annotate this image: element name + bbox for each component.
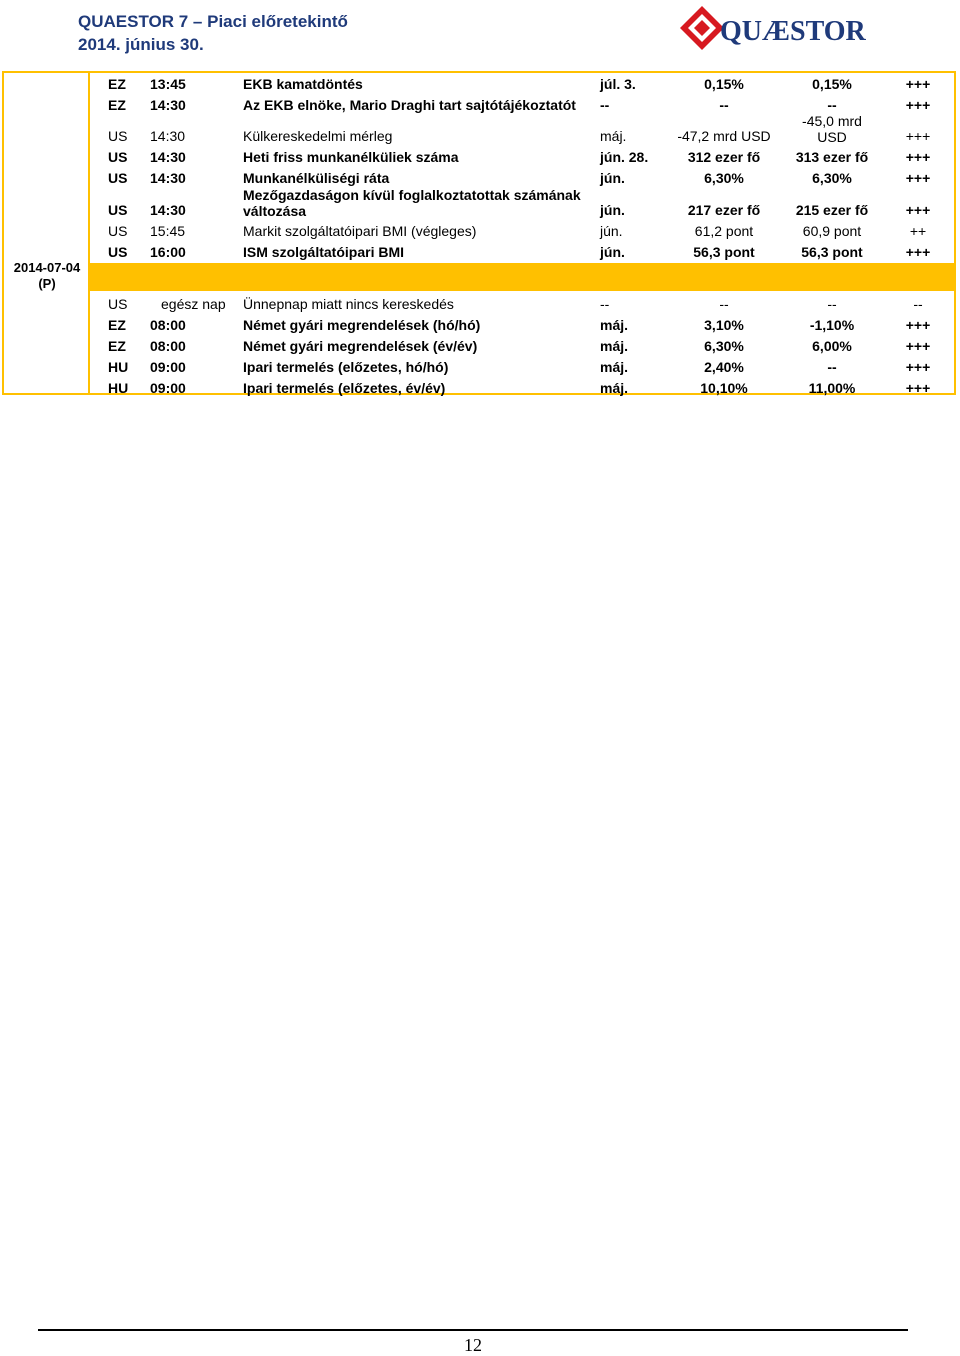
importance-cell: +++ — [905, 359, 931, 375]
forecast-cell: -1,10% — [809, 317, 855, 333]
importance-cell: +++ — [905, 97, 931, 113]
previous-cell: 0,15% — [704, 76, 744, 92]
time-cell: 14:30 — [150, 202, 186, 218]
forecast-cell: -- — [827, 296, 837, 312]
time-cell: 15:45 — [150, 223, 186, 239]
page-header — [0, 0, 960, 70]
time-cell: 08:00 — [150, 317, 186, 333]
logo-wordmark: QUÆSTOR — [720, 16, 866, 47]
previous-cell: 2,40% — [704, 359, 744, 375]
country-cell: HU — [108, 380, 129, 396]
country-cell: EZ — [108, 76, 126, 92]
country-cell: US — [108, 128, 128, 144]
country-cell: US — [108, 202, 128, 218]
forecast-cell: 56,3 pont — [801, 244, 863, 260]
forecast-cell: 6,30% — [812, 170, 852, 186]
footer-rule — [38, 1329, 908, 1331]
country-cell: US — [108, 244, 128, 260]
event-cell: Az EKB elnöke, Mario Draghi tart sajtótájékoztatót — [243, 97, 576, 113]
importance-cell: -- — [913, 296, 923, 312]
previous-cell: -- — [719, 97, 729, 113]
time-cell: 16:00 — [150, 244, 186, 260]
event-cell: Heti friss munkanélküliek száma — [243, 149, 459, 165]
time-cell: egész nap — [161, 296, 226, 312]
date-cell — [4, 260, 90, 292]
event-cell: Ünnepnap miatt nincs kereskedés — [243, 296, 454, 312]
country-cell: HU — [108, 359, 129, 375]
event-cell: Külkereskedelmi mérleg — [243, 128, 393, 144]
date-column — [4, 73, 90, 393]
time-cell: 14:30 — [150, 97, 186, 113]
forecast-cell: 6,00% — [812, 338, 852, 354]
period-cell: -- — [600, 97, 610, 113]
forecast-cell: -- — [827, 97, 837, 113]
importance-cell: +++ — [905, 149, 931, 165]
forecast-line: -45,0 mrd — [802, 113, 862, 129]
country-cell: EZ — [108, 97, 126, 113]
logo-diamond-icon — [680, 6, 724, 50]
event-cell: EKB kamatdöntés — [243, 76, 363, 92]
economic-calendar-table — [2, 71, 956, 395]
event-cell: ISM szolgáltatóipari BMI — [243, 244, 405, 260]
date-suffix: (P) — [38, 276, 56, 291]
country-cell: US — [108, 223, 128, 239]
previous-cell: 312 ezer fő — [687, 149, 761, 165]
event-line: Mezőgazdaságon kívül foglalkoztatottak számának — [243, 187, 581, 203]
importance-cell: +++ — [905, 338, 931, 354]
event-cell: Markit szolgáltatóipari BMI (végleges) — [243, 223, 477, 239]
country-cell: EZ — [108, 338, 126, 354]
time-cell: 09:00 — [150, 359, 186, 375]
report-title: QUAESTOR 7 – Piaci előretekintő — [78, 12, 348, 31]
country-cell: US — [108, 170, 128, 186]
previous-cell: 10,10% — [700, 380, 748, 396]
forecast-cell: 313 ezer fő — [795, 149, 869, 165]
importance-cell: +++ — [905, 202, 931, 218]
forecast-cell: -- — [827, 359, 837, 375]
forecast-cell: 0,15% — [812, 76, 852, 92]
period-cell: máj. — [600, 317, 629, 333]
time-cell: 14:30 — [150, 128, 186, 144]
time-cell: 09:00 — [150, 380, 186, 396]
previous-cell: -- — [719, 296, 729, 312]
event-cell: Ipari termelés (előzetes, év/év) — [243, 380, 446, 396]
event-cell: Munkanélküliségi ráta — [243, 170, 390, 186]
country-cell: EZ — [108, 317, 126, 333]
forecast-cell: 215 ezer fő — [795, 202, 869, 218]
period-cell: máj. — [600, 359, 629, 375]
forecast-cell — [778, 113, 886, 145]
previous-cell: 61,2 pont — [694, 223, 754, 239]
report-date: 2014. június 30. — [78, 35, 204, 54]
importance-cell: +++ — [905, 380, 931, 396]
importance-cell: +++ — [905, 128, 931, 144]
time-cell: 14:30 — [150, 149, 186, 165]
previous-cell: 56,3 pont — [693, 244, 755, 260]
importance-cell: +++ — [905, 317, 931, 333]
forecast-cell: 11,00% — [808, 380, 856, 396]
forecast-cell: 60,9 pont — [802, 223, 862, 239]
event-cell: Német gyári megrendelések (hó/hó) — [243, 317, 481, 333]
previous-cell: 6,30% — [704, 170, 744, 186]
country-cell: US — [108, 296, 128, 312]
event-cell: Ipari termelés (előzetes, hó/hó) — [243, 359, 449, 375]
event-cell — [243, 187, 603, 219]
quaestor-logo — [680, 6, 870, 54]
period-cell: jún. 28. — [600, 149, 649, 165]
period-cell: máj. — [600, 380, 629, 396]
time-cell: 14:30 — [150, 170, 186, 186]
page-number: 12 — [464, 1335, 482, 1355]
time-cell: 13:45 — [150, 76, 186, 92]
importance-cell: +++ — [905, 244, 931, 260]
forecast-line: USD — [817, 129, 847, 145]
previous-cell: 6,30% — [704, 338, 744, 354]
previous-cell: -47,2 mrd USD — [677, 128, 771, 144]
period-cell: jún. — [600, 170, 625, 186]
event-cell: Német gyári megrendelések (év/év) — [243, 338, 478, 354]
importance-cell: +++ — [905, 170, 931, 186]
event-line: változása — [243, 203, 307, 219]
period-cell: jún. — [600, 223, 623, 239]
date-separator-bar — [90, 263, 956, 291]
period-cell: -- — [600, 296, 610, 312]
period-cell: jún. — [600, 244, 625, 260]
importance-cell: ++ — [909, 223, 927, 239]
period-cell: máj. — [600, 128, 627, 144]
country-cell: US — [108, 149, 128, 165]
period-cell: júl. 3. — [600, 76, 636, 92]
time-cell: 08:00 — [150, 338, 186, 354]
importance-cell: +++ — [905, 76, 931, 92]
date-value: 2014-07-04 — [13, 260, 81, 275]
period-cell: jún. — [600, 202, 625, 218]
period-cell: máj. — [600, 338, 629, 354]
previous-cell: 217 ezer fő — [687, 202, 761, 218]
previous-cell: 3,10% — [704, 317, 744, 333]
